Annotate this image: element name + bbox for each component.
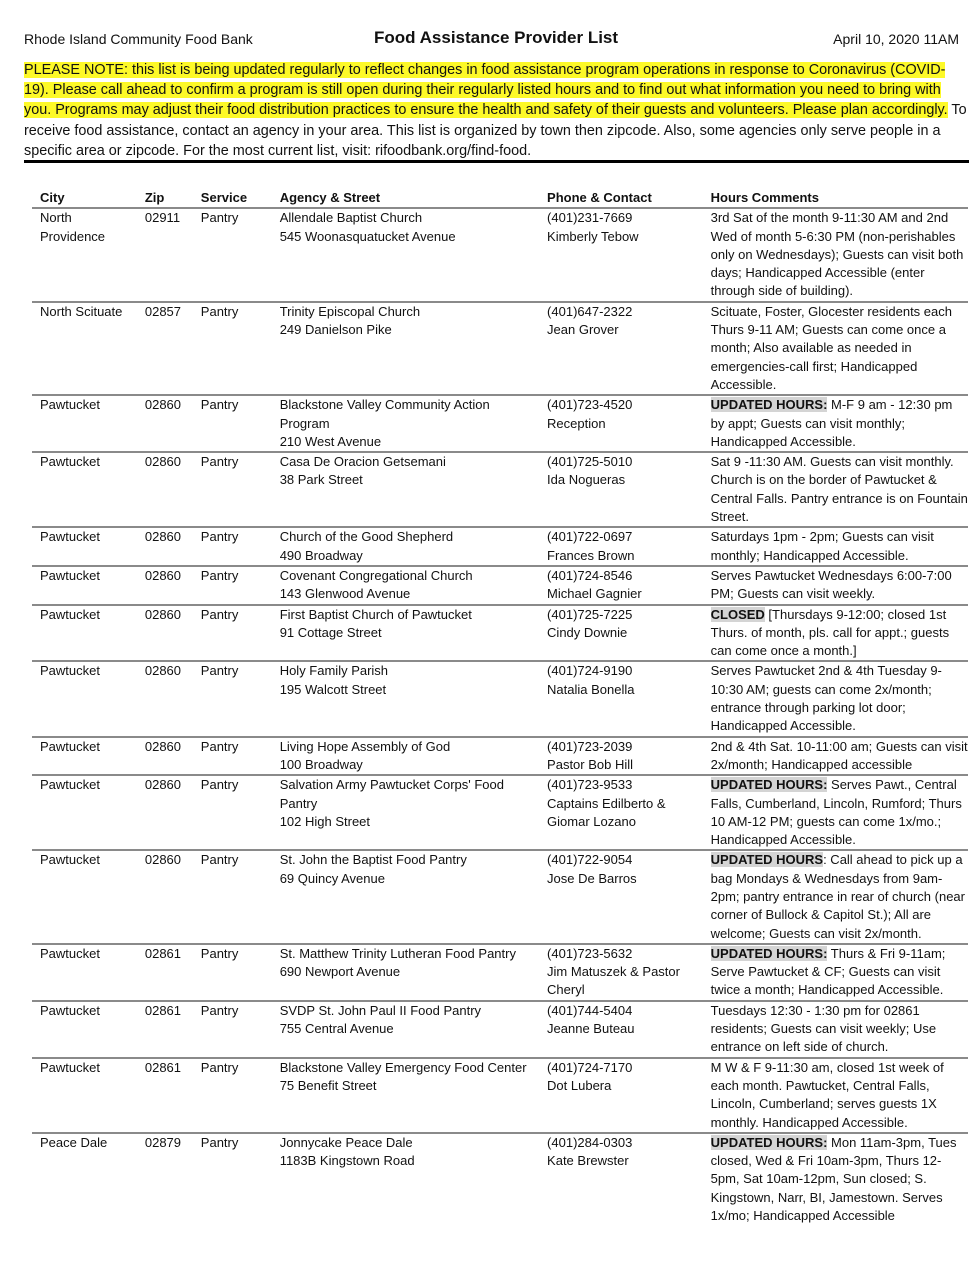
contact-name: Natalia Bonella bbox=[547, 681, 635, 697]
agency-name: Trinity Episcopal Church bbox=[279, 303, 421, 319]
notice-instructions: To receive food assistance, contact an agency in your area. This list is organized by town then zipcode. Also, some agencies only serve people in a specific area or zipcode. For the most current list, visit: rifoodbank.org/find-food. bbox=[24, 102, 967, 159]
cell-city: Pawtucket bbox=[32, 944, 137, 1001]
table-row bbox=[32, 661, 968, 736]
phone-number: (401)722-9054 bbox=[547, 852, 633, 868]
table-row bbox=[32, 1058, 968, 1133]
table-row bbox=[32, 737, 968, 776]
cell-agency bbox=[272, 1133, 539, 1225]
agency-name: Blackstone Valley Emergency Food Center bbox=[279, 1059, 527, 1075]
hours-comments: 2nd & 4th Sat. 10-11:00 am; Guests can visit 2x/month; Handicapped accessible bbox=[710, 738, 968, 772]
cell-zip: 02860 bbox=[137, 527, 193, 566]
agency-name: Covenant Congregational Church bbox=[279, 567, 473, 583]
status-badge: UPDATED HOURS: bbox=[710, 777, 828, 793]
cell-service: Pantry bbox=[193, 527, 272, 566]
table-row bbox=[32, 605, 968, 662]
cell-city: Pawtucket bbox=[32, 566, 137, 605]
agency-street: 102 High Street bbox=[279, 813, 371, 829]
cell-hours bbox=[703, 661, 968, 736]
cell-city: Pawtucket bbox=[32, 395, 137, 452]
cell-phone-contact bbox=[539, 395, 703, 452]
agency-street: 755 Central Avenue bbox=[279, 1021, 394, 1037]
agency-name: SVDP St. John Paul II Food Pantry bbox=[279, 1002, 482, 1018]
cell-service: Pantry bbox=[193, 395, 272, 452]
agency-street: 100 Broadway bbox=[279, 756, 363, 772]
cell-agency bbox=[272, 661, 539, 736]
cell-agency bbox=[272, 850, 539, 943]
contact-name: Jose De Barros bbox=[547, 870, 637, 886]
cell-hours bbox=[703, 302, 968, 395]
cell-city: Pawtucket bbox=[32, 661, 137, 736]
cell-hours bbox=[703, 850, 968, 943]
hours-comments: Serves Pawtucket 2nd & 4th Tuesday 9-10:30 AM; guests can come 2x/month; entrance through parking lot door; Handicapped Accessible. bbox=[710, 663, 942, 734]
cell-service: Pantry bbox=[193, 850, 272, 943]
status-badge: CLOSED bbox=[710, 606, 765, 622]
cell-service: Pantry bbox=[193, 944, 272, 1001]
cell-city: North Providence bbox=[32, 208, 137, 301]
status-badge: UPDATED HOURS: bbox=[710, 397, 828, 413]
cell-zip: 02860 bbox=[137, 605, 193, 662]
cell-agency bbox=[272, 395, 539, 452]
cell-city: Pawtucket bbox=[32, 605, 137, 662]
cell-hours bbox=[703, 566, 968, 605]
hours-comments: Sat 9 -11:30 AM. Guests can visit monthly. Church is on the border of Pawtucket & Central Falls. Pantry entrance is on Fountain Street. bbox=[710, 454, 968, 525]
contact-name: Pastor Bob Hill bbox=[547, 756, 634, 772]
cell-phone-contact bbox=[539, 1058, 703, 1133]
agency-name: Jonnycake Peace Dale bbox=[279, 1134, 413, 1150]
cell-zip: 02860 bbox=[137, 737, 193, 776]
cell-service: Pantry bbox=[193, 605, 272, 662]
cell-city: North Scituate bbox=[32, 302, 137, 395]
covid-notice bbox=[24, 60, 969, 161]
table-row bbox=[32, 452, 968, 527]
cell-zip: 02860 bbox=[137, 775, 193, 850]
cell-agency bbox=[272, 452, 539, 527]
table-row bbox=[32, 944, 968, 1001]
cell-hours bbox=[703, 452, 968, 527]
cell-phone-contact bbox=[539, 605, 703, 662]
cell-city: Pawtucket bbox=[32, 1001, 137, 1058]
table-header-row bbox=[32, 188, 968, 208]
highlighted-notice: PLEASE NOTE: this list is being updated regularly to reflect changes in food assistance program operations in response to Coronavirus (COVID-19). Please call ahead to confirm a program is still open during their regularly listed hours and to find out what information you need to bring with you. Programs may adjust their food distribution practices to ensure the health and safety of their guests and volunteers. Please plan accordingly. bbox=[24, 62, 948, 119]
cell-agency bbox=[272, 208, 539, 301]
phone-number: (401)722-0697 bbox=[547, 529, 633, 545]
contact-name: Jim Matuszek & Pastor Cheryl bbox=[547, 964, 680, 998]
phone-number: (401)724-7170 bbox=[547, 1059, 633, 1075]
phone-number: (401)284-0303 bbox=[547, 1134, 633, 1150]
agency-name: Living Hope Assembly of God bbox=[279, 738, 451, 754]
hours-comments: M-F 9 am - 12:30 pm by appt; Guests can visit monthly; Handicapped Accessible. bbox=[710, 397, 953, 449]
phone-number: (401)723-4520 bbox=[547, 397, 633, 413]
cell-zip: 02860 bbox=[137, 661, 193, 736]
table-row bbox=[32, 527, 968, 566]
column-header-hours: Hours Comments bbox=[703, 188, 968, 208]
agency-street: 91 Cottage Street bbox=[279, 624, 382, 640]
hours-comments: Saturdays 1pm - 2pm; Guests can visit monthly; Handicapped Accessible. bbox=[710, 529, 934, 563]
agency-street: 545 Woonasquatucket Avenue bbox=[279, 228, 456, 244]
agency-name: Casa De Oracion Getsemani bbox=[279, 454, 446, 470]
cell-phone-contact bbox=[539, 737, 703, 776]
contact-name: Jeanne Buteau bbox=[547, 1021, 635, 1037]
phone-number: (401)723-9533 bbox=[547, 777, 633, 793]
table-row bbox=[32, 850, 968, 943]
cell-zip: 02861 bbox=[137, 944, 193, 1001]
table-body bbox=[32, 208, 968, 1225]
cell-service: Pantry bbox=[193, 737, 272, 776]
agency-street: 690 Newport Avenue bbox=[279, 964, 401, 980]
hours-comments: Serves Pawt., Central Falls, Cumberland, Lincoln, Rumford; Thurs 10 AM-12 PM; guests can come 1x/mo.; Handicapped Accessible. bbox=[710, 777, 962, 848]
hours-comments: [Thursdays 9-12:00; closed 1st Thurs. of month, pls. call for appt.; guests can come once a month.] bbox=[710, 606, 950, 659]
cell-agency bbox=[272, 302, 539, 395]
hours-comments: M W & F 9-11:30 am, closed 1st week of each month. Pawtucket, Central Falls, Lincoln, Cumberland; serves guests 1X monthly. Handicapped Accessible. bbox=[710, 1059, 944, 1130]
hours-comments: Mon 11am-3pm, Tues closed, Wed & Fri 10am-3pm, Thurs 12-5pm, Sat 10am-12pm, Sun closed; S. Kingstown, Narr, BI, Jamestown. Serves 1x/mo; Handicapped Accessible bbox=[710, 1134, 957, 1224]
cell-city: Peace Dale bbox=[40, 1134, 108, 1150]
cell-agency bbox=[272, 944, 539, 1001]
agency-name: St. Matthew Trinity Lutheran Food Pantry bbox=[279, 945, 516, 961]
column-header-zip: Zip bbox=[137, 188, 193, 208]
cell-hours bbox=[703, 527, 968, 566]
phone-number: (401)723-5632 bbox=[547, 945, 633, 961]
cell-phone-contact bbox=[539, 452, 703, 527]
contact-name: Captains Edilberto & Giomar Lozano bbox=[547, 795, 666, 829]
agency-street: 143 Glenwood Avenue bbox=[279, 586, 411, 602]
agency-name: First Baptist Church of Pawtucket bbox=[279, 606, 472, 622]
contact-name: Kate Brewster bbox=[547, 1153, 629, 1169]
phone-number: (401)647-2322 bbox=[547, 303, 633, 319]
column-header-phone: Phone & Contact bbox=[539, 188, 703, 208]
cell-city: Pawtucket bbox=[32, 527, 137, 566]
cell-phone-contact bbox=[539, 1133, 703, 1225]
table-row bbox=[32, 1133, 968, 1225]
table-row bbox=[32, 775, 968, 850]
agency-street: 1183B Kingstown Road bbox=[279, 1153, 415, 1169]
phone-number: (401)723-2039 bbox=[547, 738, 633, 754]
cell-hours bbox=[703, 944, 968, 1001]
cell-agency bbox=[272, 1001, 539, 1058]
cell-city: Pawtucket bbox=[32, 1058, 137, 1133]
cell-city: Pawtucket bbox=[32, 775, 137, 850]
cell-agency bbox=[272, 566, 539, 605]
cell-zip: 02860 bbox=[137, 566, 193, 605]
cell-agency bbox=[272, 775, 539, 850]
contact-name: Ida Nogueras bbox=[547, 472, 626, 488]
cell-phone-contact bbox=[539, 775, 703, 850]
cell-phone-contact bbox=[539, 527, 703, 566]
header-divider bbox=[24, 160, 969, 163]
table-row bbox=[32, 1001, 968, 1058]
cell-hours bbox=[703, 605, 968, 662]
agency-street: 69 Quincy Avenue bbox=[279, 870, 385, 886]
phone-number: (401)725-7225 bbox=[547, 606, 633, 622]
agency-name: Church of the Good Shepherd bbox=[279, 529, 454, 545]
table-row bbox=[32, 395, 968, 452]
cell-service: Pantry bbox=[193, 302, 272, 395]
cell-service: Pantry bbox=[193, 452, 272, 527]
cell-hours bbox=[703, 1058, 968, 1133]
cell-city: Pawtucket bbox=[32, 452, 137, 527]
column-header-agency: Agency & Street bbox=[272, 188, 539, 208]
hours-comments: Tuesdays 12:30 - 1:30 pm for 02861 residents; Guests can visit weekly; Use entrance on left side of church. bbox=[710, 1002, 937, 1055]
agency-name: St. John the Baptist Food Pantry bbox=[279, 852, 467, 868]
agency-street: 490 Broadway bbox=[279, 547, 363, 563]
phone-number: (401)725-5010 bbox=[547, 454, 633, 470]
document-date: April 10, 2020 11AM bbox=[833, 31, 959, 47]
cell-phone-contact bbox=[539, 208, 703, 301]
cell-service: Pantry bbox=[193, 775, 272, 850]
cell-hours bbox=[703, 395, 968, 452]
agency-street: 75 Benefit Street bbox=[279, 1077, 377, 1093]
hours-comments: Thurs & Fri 9-11am; Serve Pawtucket & CF; Guests can visit twice a month; Handicapped Accessible. bbox=[710, 945, 946, 998]
contact-name: Cindy Downie bbox=[547, 624, 628, 640]
cell-phone-contact bbox=[539, 850, 703, 943]
cell-service: Pantry bbox=[193, 566, 272, 605]
phone-number: (401)724-8546 bbox=[547, 567, 633, 583]
organization-name: Rhode Island Community Food Bank bbox=[24, 31, 253, 47]
table-row bbox=[32, 566, 968, 605]
cell-service: Pantry bbox=[193, 208, 272, 301]
cell-zip: 02879 bbox=[144, 1134, 182, 1150]
cell-hours bbox=[703, 775, 968, 850]
table-row bbox=[32, 302, 968, 395]
agency-name: Holy Family Parish bbox=[279, 663, 389, 679]
contact-name: Reception bbox=[547, 415, 606, 431]
agency-street: 249 Danielson Pike bbox=[279, 322, 392, 338]
agency-name: Allendale Baptist Church bbox=[279, 210, 423, 226]
status-badge: UPDATED HOURS: bbox=[710, 945, 828, 961]
cell-phone-contact bbox=[539, 661, 703, 736]
hours-comments: 3rd Sat of the month 9-11:30 AM and 2nd Wed of month 5-6:30 PM (non-perishables only on Wednesdays); Guests can visit both days; Handicapped Accessible (enter through side of building). bbox=[710, 210, 964, 299]
cell-phone-contact bbox=[539, 302, 703, 395]
cell-zip: 02861 bbox=[137, 1058, 193, 1133]
provider-table bbox=[32, 188, 968, 1225]
cell-agency bbox=[272, 527, 539, 566]
phone-number: (401)724-9190 bbox=[547, 663, 633, 679]
cell-phone-contact bbox=[539, 1001, 703, 1058]
cell-phone-contact bbox=[539, 566, 703, 605]
page-header bbox=[24, 28, 959, 50]
status-badge: UPDATED HOURS: bbox=[710, 1134, 828, 1150]
cell-zip: 02860 bbox=[137, 395, 193, 452]
agency-street: 210 West Avenue bbox=[279, 433, 382, 449]
cell-zip: 02857 bbox=[137, 302, 193, 395]
contact-name: Jean Grover bbox=[547, 322, 619, 338]
cell-phone-contact bbox=[539, 944, 703, 1001]
agency-name: Salvation Army Pawtucket Corps' Food Pantry bbox=[279, 777, 504, 811]
cell-zip: 02861 bbox=[137, 1001, 193, 1058]
column-header-service: Service bbox=[193, 188, 272, 208]
agency-street: 38 Park Street bbox=[279, 472, 363, 488]
cell-service: Pantry bbox=[193, 1058, 272, 1133]
cell-zip: 02860 bbox=[137, 452, 193, 527]
contact-name: Michael Gagnier bbox=[547, 586, 642, 602]
cell-service: Pantry bbox=[193, 661, 272, 736]
hours-comments: : Call ahead to pick up a bag Mondays & Wednesdays from 9am-2pm; pantry entrance in rear of church (near corner of Bullock & Capitol St.); All are welcome; Guests can visit 2x/month. bbox=[710, 852, 965, 941]
cell-hours bbox=[703, 737, 968, 776]
cell-hours bbox=[703, 1001, 968, 1058]
column-header-city: City bbox=[32, 188, 137, 208]
cell-service: Pantry bbox=[200, 1134, 239, 1150]
cell-agency bbox=[272, 737, 539, 776]
cell-agency bbox=[272, 605, 539, 662]
agency-name: Blackstone Valley Community Action Program bbox=[279, 397, 490, 431]
cell-city: Pawtucket bbox=[32, 737, 137, 776]
contact-name: Frances Brown bbox=[547, 547, 635, 563]
hours-comments: Scituate, Foster, Glocester residents each Thurs 9-11 AM; Guests can come once a month; Also available as needed in emergencies-call first; Handicapped Accessible. bbox=[710, 303, 952, 392]
cell-agency bbox=[272, 1058, 539, 1133]
phone-number: (401)744-5404 bbox=[547, 1002, 633, 1018]
cell-zip: 02860 bbox=[137, 850, 193, 943]
phone-number: (401)231-7669 bbox=[547, 210, 633, 226]
table-row bbox=[32, 208, 968, 301]
cell-city: Pawtucket bbox=[32, 850, 137, 943]
status-badge: UPDATED HOURS bbox=[710, 852, 824, 868]
page-title: Food Assistance Provider List bbox=[374, 28, 619, 47]
cell-hours bbox=[703, 1133, 968, 1225]
agency-street: 195 Walcott Street bbox=[279, 681, 387, 697]
cell-hours bbox=[703, 208, 968, 301]
cell-service: Pantry bbox=[193, 1001, 272, 1058]
contact-name: Dot Lubera bbox=[547, 1077, 612, 1093]
contact-name: Kimberly Tebow bbox=[547, 228, 639, 244]
cell-zip: 02911 bbox=[137, 208, 193, 301]
hours-comments: Serves Pawtucket Wednesdays 6:00-7:00 PM; Guests can visit weekly. bbox=[710, 567, 952, 602]
